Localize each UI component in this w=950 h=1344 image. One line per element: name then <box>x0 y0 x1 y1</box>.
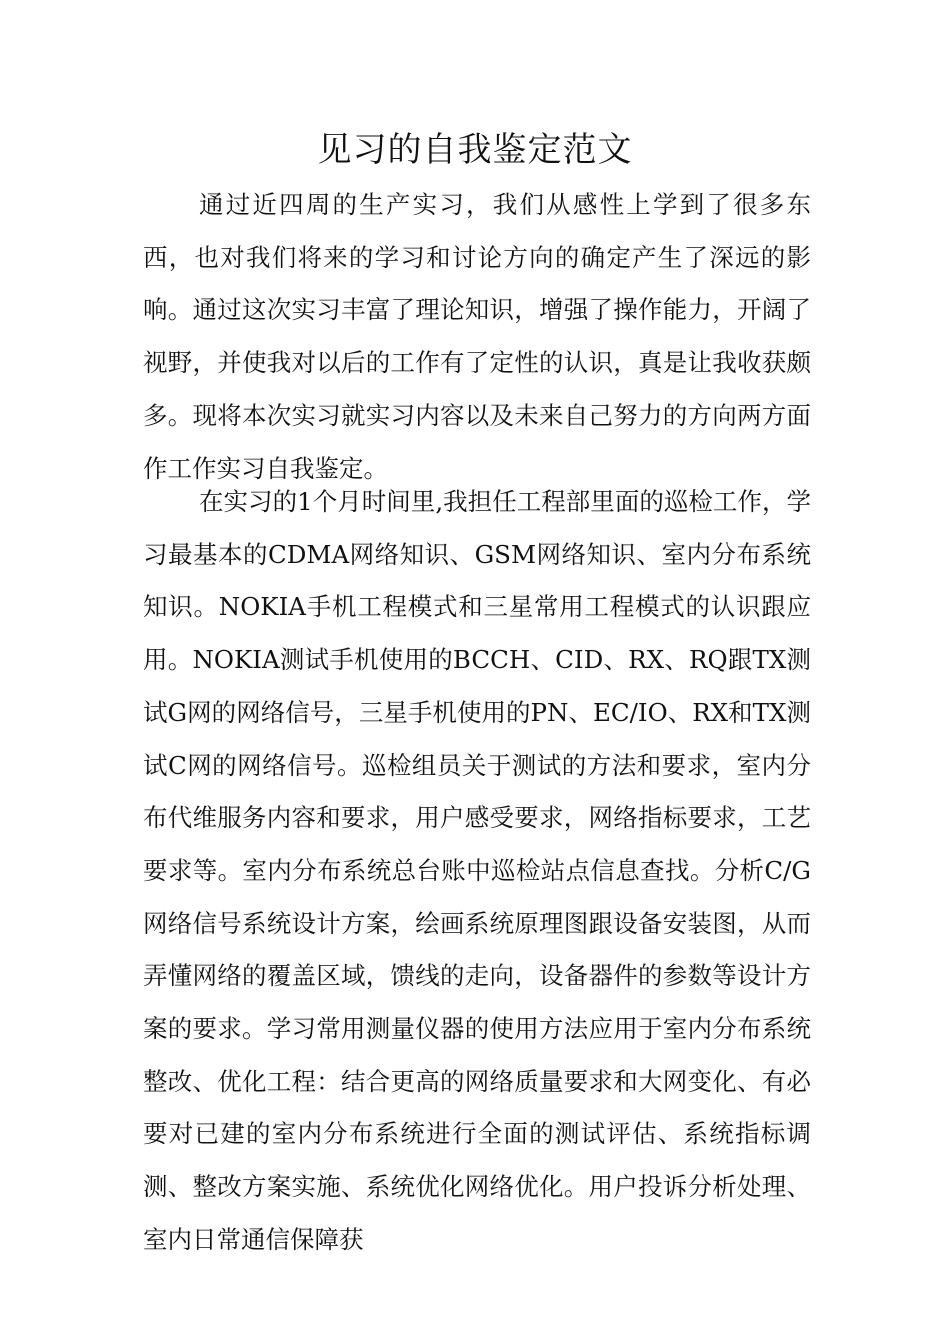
document-title: 见习的自我鉴定范文 <box>317 130 633 170</box>
paragraph-2: 在实习的1个月时间里,我担任工程部里面的巡检工作，学习最基本的CDMA网络知识、GSM网络知识、室内分布系统知识。NOKIA手机工程模式和三星常用工程模式的认识跟应用。NOKIA测试手机使用的BCCH、CID、RX、RQ跟TX测试G网的网络信号，三星手机使用的PN、EC/IO、RX和TX测试C网的网络信号。巡检组员关于测试的方法和要求，室内分布代维服务内容和要求，用户感受要求，网络指标要求，工艺要求等。室内分布系统总台账中巡检站点信息查找。分析C/G网络信号系统设计方案，绘画系统原理图跟设备安装图，从而弄懂网络的覆盖区域，馈线的走向，设备器件的参数等设计方案的要求。学习常用测量仪器的使用方法应用于室内分布系统整改、优化工程：结合更高的网络质量要求和大网变化、有必要对已建的室内分布系统进行全面的测试评估、系统指标调测、整改方案实施、系统优化网络优化。用户投诉分析处理、室内日常通信保障获 <box>143 487 811 1254</box>
paragraph-1: 通过近四周的生产实习，我们从感性上学到了很多东西，也对我们将来的学习和讨论方向的确定产生了深远的影响。通过这次实习丰富了理论知识，增强了操作能力，开阔了视野，并使我对以后的工作有了定性的认识，真是让我收获颇多。现将本次实习就实习内容以及未来自己努力的方向两方面作工作实习自我鉴定。 <box>143 190 811 483</box>
